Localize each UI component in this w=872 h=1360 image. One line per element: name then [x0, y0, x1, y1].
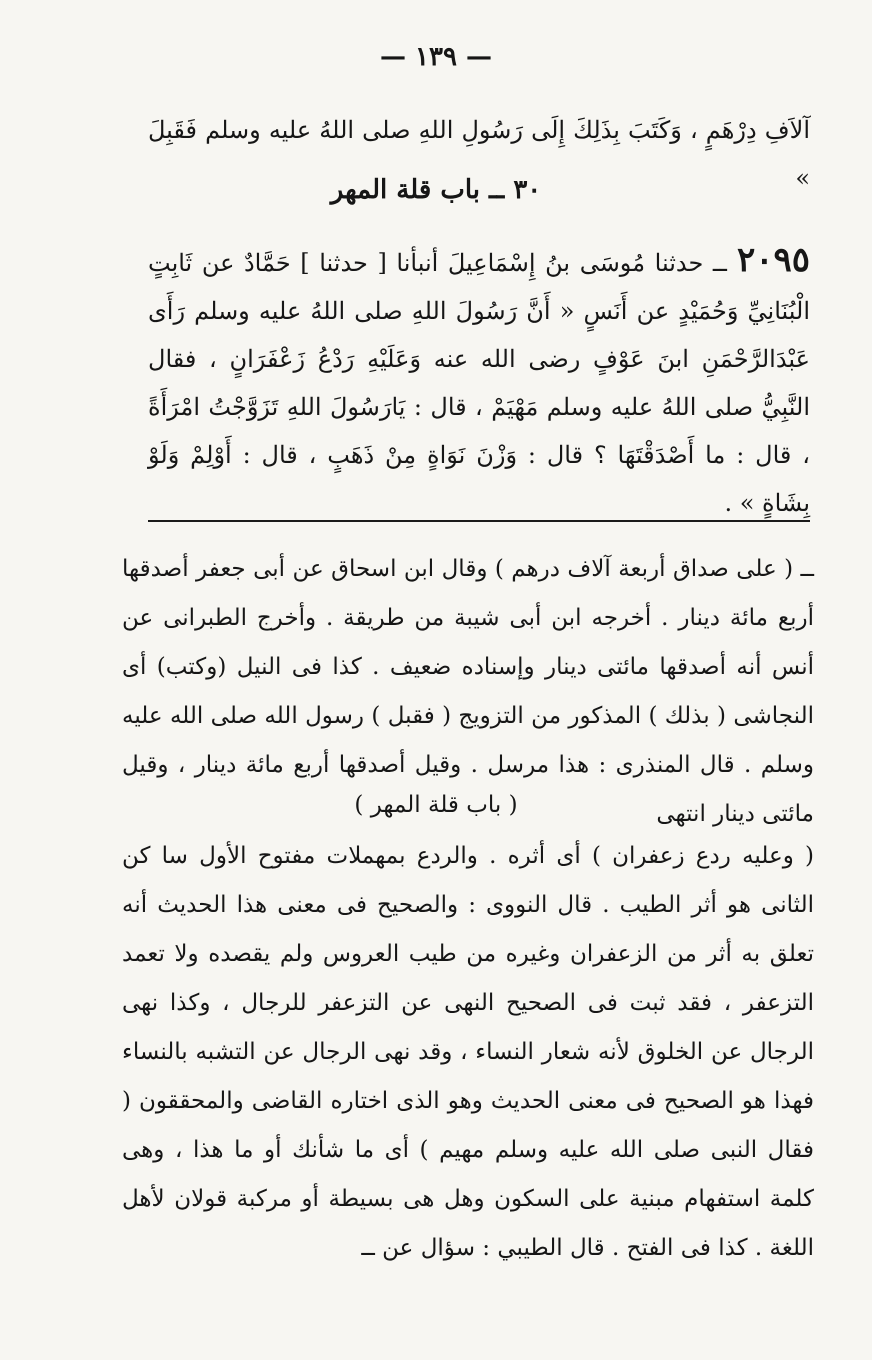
continued-hadith-line: آلاَفِ دِرْهَمٍ ، وَكَتَبَ بِذَلِكَ إِلَى رَسُولِ اللهِ صلى اللهُ عليه وسلم فَقَبِلَ »	[148, 116, 810, 192]
page-number: — ١٣٩ —	[379, 42, 493, 72]
commentary-paragraph-2: ( وعليه ردع زعفران ) أى أثره . والردع بمهملات مفتوح الأول سا كن الثانى هو أثر الطيب . قال النووى : والصحيح فى معنى هذا الحديث أنه تعلق به أثر من الزعفران وغيره من طيب العروس ولم يقصده ولا تعمد التزعفر ، فقد ثبت فى الصحيح النهى عن التزعفر للرجال ، وكذا نهى الرجال عن الخلوق لأنه شعار النساء ، وقد نهى الرجال عن التشبه بالنساء فهذا هو الصحيح فى معنى الحديث وهو الذى اختاره القاضى والمحققون ( فقال النبى صلى الله عليه وسلم مهيم ) أى ما شأنك أو ما هذا ، وهى كلمة استفهام مبنية على السكون وهل هى بسيطة أو مركبة قولان لأهل اللغة . كذا فى الفتح . قال الطيبي : سؤال عن ــ	[122, 843, 814, 1261]
hadith-paragraph	[148, 236, 810, 527]
commentary-heading: ( باب قلة المهر )	[354, 792, 518, 818]
hadith-text: ــ حدثنا مُوسَى بنُ إِسْمَاعِيلَ أنبأنا [ حدثنا ] حَمَّادٌ عن ثَابِتٍ الْبُنَانِيِّ وَحُمَيْدٍ عن أَنَسٍ « أَنَّ رَسُولَ اللهِ صلى اللهُ عليه وسلم رَأَى عَبْدَالرَّحْمَنِ ابنَ عَوْفٍ رضى الله عنه وَعَلَيْهِ رَدْعُ زَعْفَرَانٍ ، فقال النَّبِيُّ صلى اللهُ عليه وسلم مَهْيَمْ ، قال : يَارَسُولَ اللهِ تَزَوَّجْتُ امْرَأَةً ، قال : ما أَصْدَقْتَهَا ؟ قال : وَزْنَ نَوَاةٍ مِنْ ذَهَبٍ ، قال : أَوْلِمْ وَلَوْ بِشَاةٍ » .	[148, 249, 810, 517]
hadith-number: ٢٠٩٥	[736, 240, 810, 280]
footnote-divider	[148, 520, 810, 522]
commentary-paragraph-1: ــ ( على صداق أربعة آلاف درهم ) وقال ابن اسحاق عن أبى جعفر أصدقها أربع مائة دينار . أخرجه ابن أبى شيبة من طريقة . وأخرج الطبرانى عن أنس أنه أصدقها مائتى دينار وإسناده ضعيف . كذا فى النيل (وكتب) أى النجاشى ( بذلك ) المذكور من التزويج ( فقبل ) رسول الله صلى الله عليه وسلم . قال المنذرى : هذا مرسل . وقيل أصدقها أربع مائة دينار ، وقيل مائتى دينار انتهى	[122, 556, 814, 827]
chapter-heading: ٣٠ ــ باب قلة المهر	[330, 175, 542, 205]
